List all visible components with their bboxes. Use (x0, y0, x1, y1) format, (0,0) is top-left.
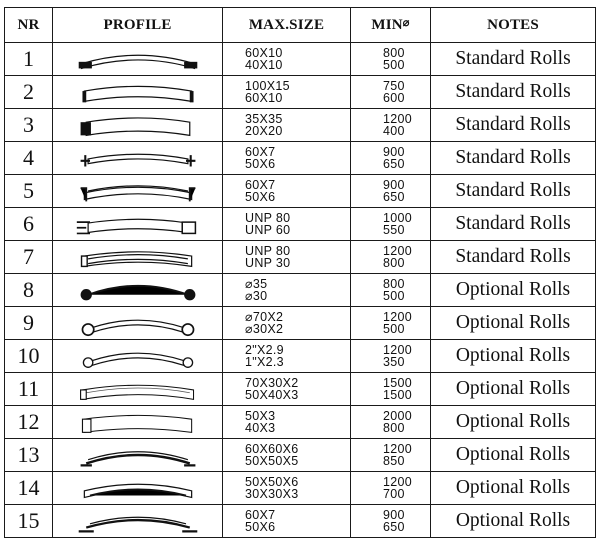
min-diameter-secondary: 650 (383, 190, 405, 204)
channel-flat-profile-icon (63, 241, 213, 273)
profile-cell (53, 274, 223, 307)
min-diameter-cell (351, 43, 431, 76)
max-size-cell (223, 505, 351, 538)
min-diameter-primary: 1200 (383, 310, 413, 324)
table-row (5, 109, 596, 142)
min-diameter-cell (351, 406, 431, 439)
min-diameter-primary: 1200 (383, 343, 413, 357)
min-diameter-secondary: 800 (383, 256, 405, 270)
max-size-primary: UNP 80 (245, 244, 291, 258)
row-number: 2 (5, 76, 53, 109)
max-size-primary: ⌀70X2 (245, 310, 284, 324)
max-size-cell (223, 373, 351, 406)
max-size-primary: 50X3 (245, 409, 276, 423)
notes-cell: Standard Rolls (431, 109, 596, 142)
max-size-secondary: 50X40X3 (245, 388, 299, 402)
min-diameter-secondary: 500 (383, 322, 405, 336)
table-row (5, 274, 596, 307)
row-number: 5 (5, 175, 53, 208)
max-size-cell (223, 340, 351, 373)
table-row (5, 439, 596, 472)
max-size-cell (223, 274, 351, 307)
max-size-secondary: 20X20 (245, 124, 283, 138)
max-size-primary: 60X7 (245, 508, 276, 522)
max-size-primary: 60X7 (245, 178, 276, 192)
table-row (5, 43, 596, 76)
table-row (5, 307, 596, 340)
min-diameter-primary: 800 (383, 46, 405, 60)
header-nr: NR (5, 8, 53, 43)
min-diameter-cell (351, 472, 431, 505)
min-diameter-cell (351, 142, 431, 175)
header-notes: NOTES (431, 8, 596, 43)
notes-cell: Standard Rolls (431, 76, 596, 109)
max-size-cell (223, 43, 351, 76)
flat-bar-profile-icon (63, 43, 213, 75)
max-size-primary: 70X30X2 (245, 376, 299, 390)
notes-cell: Optional Rolls (431, 505, 596, 538)
max-size-cell (223, 76, 351, 109)
angle-out-profile-icon (63, 439, 213, 471)
rect-tube-profile-icon (63, 373, 213, 405)
max-size-secondary: UNP 60 (245, 223, 291, 237)
min-diameter-cell (351, 373, 431, 406)
diameter-icon: ⌀ (402, 17, 410, 29)
max-size-secondary: 30X30X3 (245, 487, 299, 501)
max-size-primary: 60X10 (245, 46, 283, 60)
min-diameter-cell (351, 439, 431, 472)
table-row (5, 472, 596, 505)
min-diameter-cell (351, 109, 431, 142)
row-number: 11 (5, 373, 53, 406)
profile-cell (53, 439, 223, 472)
min-diameter-cell (351, 505, 431, 538)
max-size-primary: 2"X2.9 (245, 343, 284, 357)
profile-cell (53, 307, 223, 340)
round-bar-profile-icon (63, 274, 213, 306)
min-diameter-primary: 1200 (383, 244, 413, 258)
notes-cell: Standard Rolls (431, 208, 596, 241)
max-size-cell (223, 241, 351, 274)
min-diameter-primary: 1200 (383, 442, 413, 456)
notes-cell: Optional Rolls (431, 472, 596, 505)
notes-cell: Standard Rolls (431, 241, 596, 274)
min-diameter-secondary: 800 (383, 421, 405, 435)
profile-cell (53, 208, 223, 241)
min-diameter-cell (351, 175, 431, 208)
max-size-primary: 35X35 (245, 112, 283, 126)
max-size-cell (223, 109, 351, 142)
min-diameter-secondary: 500 (383, 289, 405, 303)
header-min-label: MIN (371, 17, 403, 33)
notes-cell: Optional Rolls (431, 406, 596, 439)
max-size-cell (223, 142, 351, 175)
row-number: 7 (5, 241, 53, 274)
table-row (5, 76, 596, 109)
table-row (5, 340, 596, 373)
max-size-primary: 100X15 (245, 79, 290, 93)
min-diameter-cell (351, 241, 431, 274)
t-bar-inverted-profile-icon (63, 175, 213, 207)
profile-cell (53, 241, 223, 274)
angle-in-profile-icon (63, 472, 213, 504)
max-size-secondary: UNP 30 (245, 256, 291, 270)
min-diameter-primary: 900 (383, 508, 405, 522)
table-row (5, 241, 596, 274)
max-size-secondary: 40X3 (245, 421, 276, 435)
t-bar-base-profile-icon (63, 505, 213, 537)
min-diameter-primary: 1200 (383, 112, 413, 126)
max-size-primary: ⌀35 (245, 277, 268, 291)
row-number: 4 (5, 142, 53, 175)
min-diameter-primary: 2000 (383, 409, 413, 423)
min-diameter-primary: 750 (383, 79, 405, 93)
max-size-secondary: 50X50X5 (245, 454, 299, 468)
max-size-secondary: 60X10 (245, 91, 283, 105)
row-number: 13 (5, 439, 53, 472)
min-diameter-cell (351, 340, 431, 373)
notes-cell: Optional Rolls (431, 439, 596, 472)
profile-cell (53, 175, 223, 208)
min-diameter-cell (351, 307, 431, 340)
notes-cell: Optional Rolls (431, 307, 596, 340)
min-diameter-cell (351, 274, 431, 307)
row-number: 12 (5, 406, 53, 439)
max-size-cell (223, 406, 351, 439)
min-diameter-primary: 1000 (383, 211, 413, 225)
t-bar-profile-icon (63, 142, 213, 174)
table-row (5, 142, 596, 175)
max-size-secondary: 40X10 (245, 58, 283, 72)
table-row (5, 208, 596, 241)
profile-cell (53, 340, 223, 373)
min-diameter-primary: 900 (383, 178, 405, 192)
row-number: 3 (5, 109, 53, 142)
max-size-cell (223, 208, 351, 241)
header-min-diameter (351, 8, 431, 43)
row-number: 6 (5, 208, 53, 241)
min-diameter-primary: 1200 (383, 475, 413, 489)
profile-capacity-sheet (4, 7, 595, 534)
profile-cell (53, 406, 223, 439)
profile-cell (53, 142, 223, 175)
channel-profile-icon (63, 208, 213, 240)
pipe-profile-icon (63, 340, 213, 372)
max-size-primary: 60X60X6 (245, 442, 299, 456)
profile-cell (53, 109, 223, 142)
notes-cell: Standard Rolls (431, 43, 596, 76)
header-max-size: MAX.SIZE (223, 8, 351, 43)
min-diameter-secondary: 550 (383, 223, 405, 237)
row-number: 9 (5, 307, 53, 340)
max-size-primary: 50X50X6 (245, 475, 299, 489)
table-row (5, 373, 596, 406)
max-size-secondary: 50X6 (245, 520, 276, 534)
tube-profile-icon (63, 307, 213, 339)
square-tube-profile-icon (63, 406, 213, 438)
table-row (5, 406, 596, 439)
min-diameter-secondary: 650 (383, 157, 405, 171)
row-number: 15 (5, 505, 53, 538)
min-diameter-secondary: 850 (383, 454, 405, 468)
profile-cell (53, 43, 223, 76)
notes-cell: Optional Rolls (431, 373, 596, 406)
header-row (5, 8, 596, 43)
min-diameter-secondary: 700 (383, 487, 405, 501)
min-diameter-secondary: 1500 (383, 388, 413, 402)
profile-cell (53, 373, 223, 406)
min-diameter-secondary: 350 (383, 355, 405, 369)
square-bar-profile-icon (63, 109, 213, 141)
min-diameter-secondary: 400 (383, 124, 405, 138)
flat-bar-edge-profile-icon (63, 76, 213, 108)
max-size-cell (223, 175, 351, 208)
row-number: 14 (5, 472, 53, 505)
min-diameter-primary: 800 (383, 277, 405, 291)
max-size-cell (223, 439, 351, 472)
profile-cell (53, 76, 223, 109)
max-size-secondary: 50X6 (245, 190, 276, 204)
max-size-secondary: 1"X2.3 (245, 355, 284, 369)
max-size-cell (223, 472, 351, 505)
table-row (5, 175, 596, 208)
profile-cell (53, 472, 223, 505)
profile-table (4, 7, 596, 538)
header-profile: PROFILE (53, 8, 223, 43)
notes-cell: Optional Rolls (431, 274, 596, 307)
row-number: 8 (5, 274, 53, 307)
max-size-cell (223, 307, 351, 340)
min-diameter-secondary: 650 (383, 520, 405, 534)
row-number: 1 (5, 43, 53, 76)
profile-cell (53, 505, 223, 538)
max-size-secondary: ⌀30X2 (245, 322, 284, 336)
max-size-primary: UNP 80 (245, 211, 291, 225)
min-diameter-secondary: 600 (383, 91, 405, 105)
min-diameter-cell (351, 208, 431, 241)
table-row (5, 505, 596, 538)
notes-cell: Optional Rolls (431, 340, 596, 373)
min-diameter-secondary: 500 (383, 58, 405, 72)
row-number: 10 (5, 340, 53, 373)
notes-cell: Standard Rolls (431, 175, 596, 208)
min-diameter-primary: 1500 (383, 376, 413, 390)
max-size-primary: 60X7 (245, 145, 276, 159)
min-diameter-cell (351, 76, 431, 109)
max-size-secondary: 50X6 (245, 157, 276, 171)
min-diameter-primary: 900 (383, 145, 405, 159)
notes-cell: Standard Rolls (431, 142, 596, 175)
max-size-secondary: ⌀30 (245, 289, 268, 303)
